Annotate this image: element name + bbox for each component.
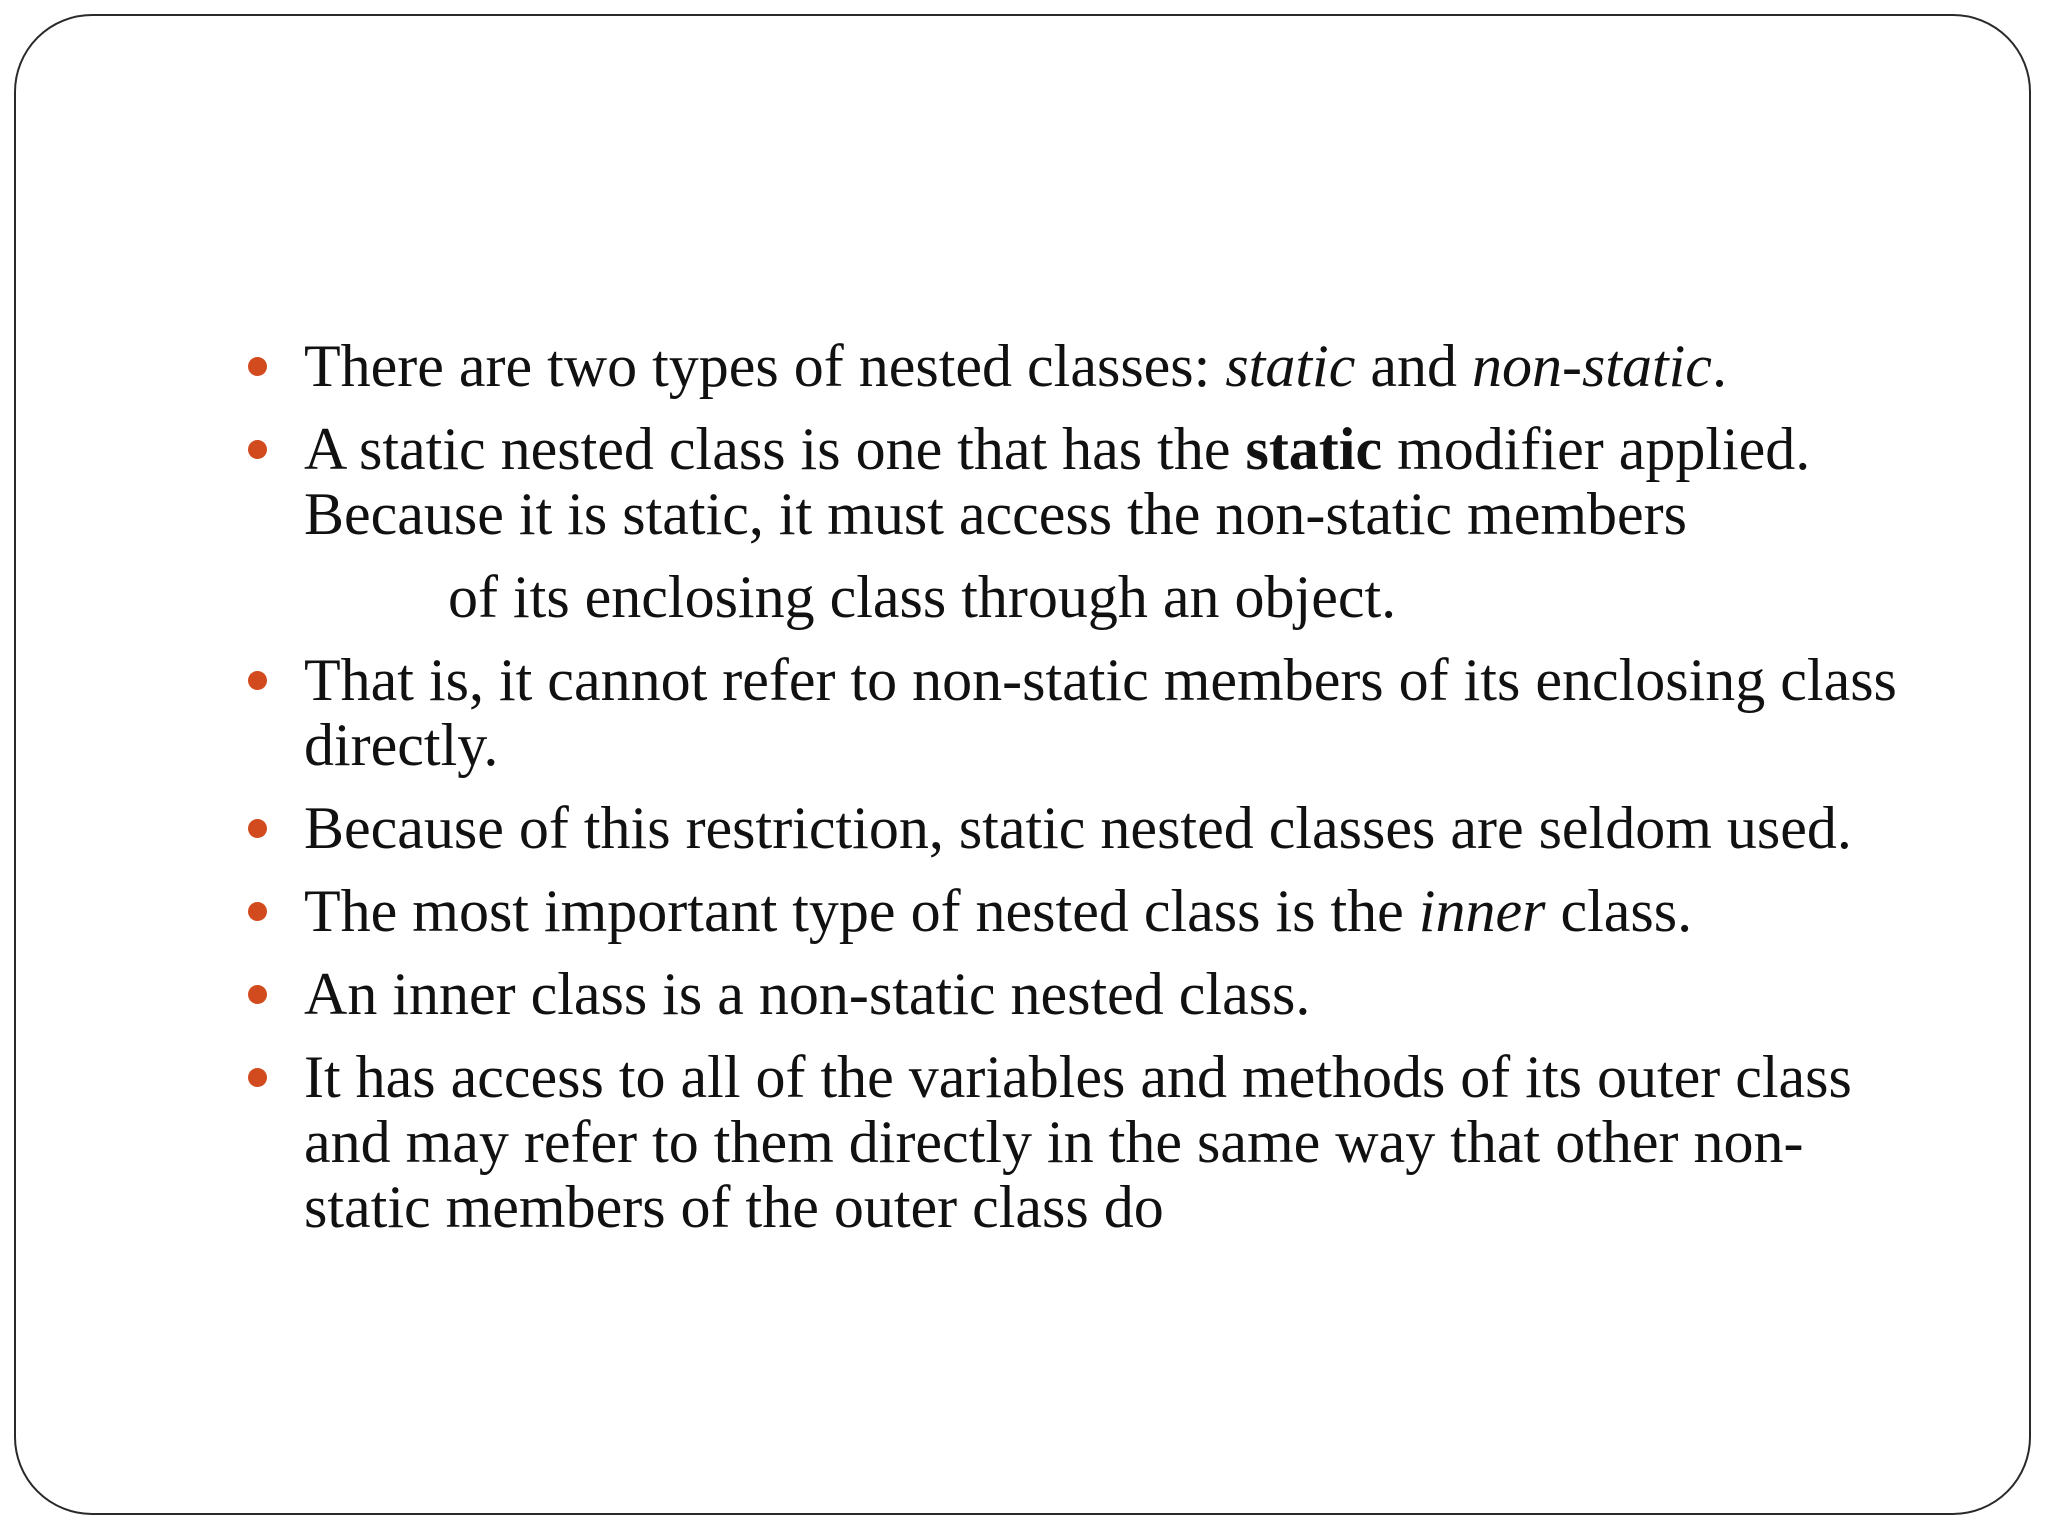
bullet-text-continuation: static members of the outer class do [304, 1174, 1164, 1240]
text-fragment: A static nested class is one that has the [304, 416, 1246, 482]
bullet-text [304, 879, 1964, 944]
bullet-text [304, 417, 1964, 482]
bullet-text-indented: of its enclosing class through an object. [448, 564, 1397, 630]
bullet-text: It has access to all of the variables and methods of its outer class [304, 1044, 1852, 1110]
bullet-dot-icon [248, 671, 267, 690]
italic-term-static: static [1225, 333, 1356, 399]
bullet-text-continuation: directly. [304, 712, 499, 778]
italic-term-non-static: non-static [1471, 333, 1712, 399]
bullet-item-inner-definition [304, 962, 1964, 1027]
bullet-item-nested-types [304, 334, 1964, 399]
bullet-text-continuation: and may refer to them directly in the same way that other non- [304, 1109, 1804, 1175]
bullet-text [304, 334, 1964, 399]
slide-frame [14, 14, 2031, 1515]
bullet-dot-icon [248, 1068, 267, 1087]
bullet-text: Because of this restriction, static nested classes are seldom used. [304, 795, 1852, 861]
bullet-dot-icon [248, 985, 267, 1004]
text-fragment: class. [1545, 878, 1693, 944]
bullet-item-restriction [304, 796, 1964, 861]
text-fragment: There are two types of nested classes: [304, 333, 1226, 399]
bold-keyword-static: static [1245, 416, 1383, 482]
bullet-text: An inner class is a non-static nested class. [304, 961, 1311, 1027]
italic-term-inner: inner [1418, 878, 1546, 944]
bullet-dot-icon [248, 819, 267, 838]
text-fragment: modifier applied. [1382, 416, 1811, 482]
bullet-item-access [304, 1045, 1964, 1240]
bullet-text: That is, it cannot refer to non-static members of its enclosing class [304, 647, 1897, 713]
bullet-dot-icon [248, 357, 267, 376]
bullet-text-continuation: Because it is static, it must access the non-static members [304, 481, 1687, 547]
bullet-item-inner-class [304, 879, 1964, 944]
text-fragment: and [1355, 333, 1472, 399]
text-fragment: . [1711, 333, 1727, 399]
bullet-dot-icon [248, 902, 267, 921]
text-fragment: The most important type of nested class is the [304, 878, 1419, 944]
bullet-list [304, 334, 1964, 1258]
bullet-item-cannot-refer [304, 648, 1964, 778]
bullet-item-static-nested [304, 417, 1964, 630]
bullet-dot-icon [248, 440, 267, 459]
